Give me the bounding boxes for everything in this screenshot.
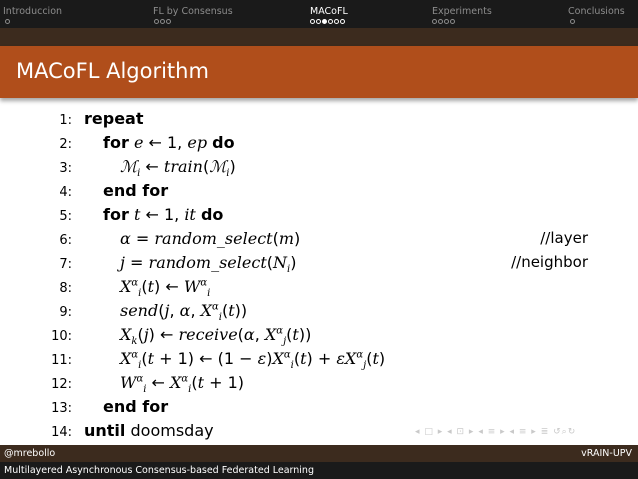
current-subsection-dot[interactable] xyxy=(322,19,327,24)
keyword-do: do xyxy=(212,133,235,152)
algorithm-line-4 xyxy=(0,180,638,204)
nav-section-experiments[interactable]: Experiments xyxy=(432,6,492,17)
subsection-dot[interactable] xyxy=(154,19,159,24)
algorithm-line-11 xyxy=(0,348,638,372)
subsection-dot[interactable] xyxy=(160,19,165,24)
subsection-dot[interactable] xyxy=(166,19,171,24)
algorithm-line-10 xyxy=(0,324,638,348)
subsection-dot[interactable] xyxy=(334,19,339,24)
comment-layer: //layer xyxy=(540,229,588,247)
keyword-repeat: repeat xyxy=(84,109,144,128)
nav-section-conclusions[interactable]: Conclusions xyxy=(568,6,625,17)
line-number: 12: xyxy=(51,377,72,392)
algorithm-line-3 xyxy=(0,156,638,180)
keyword-end-for: end for xyxy=(103,181,169,200)
footer-author: @mrebollo xyxy=(4,448,56,459)
footer-institute: vRAIN-UPV xyxy=(581,448,632,459)
line-code xyxy=(84,421,214,440)
frame-title-bar xyxy=(0,46,638,98)
footer-info-bar xyxy=(0,445,638,462)
algorithm-line-12 xyxy=(0,372,638,396)
subsection-dot[interactable] xyxy=(328,19,333,24)
subsection-dot[interactable] xyxy=(5,19,10,24)
footer-title-bar xyxy=(0,462,638,479)
keyword-until: until xyxy=(84,421,126,440)
nav-dots-introduccion[interactable] xyxy=(5,19,10,25)
subsection-dot[interactable] xyxy=(450,19,455,24)
nav-search-icon[interactable]: ↺⌕↻ xyxy=(553,427,577,437)
subsection-dot[interactable] xyxy=(570,19,575,24)
line-number: 9: xyxy=(59,305,72,320)
keyword-for: for xyxy=(103,205,129,224)
subsection-dot[interactable] xyxy=(316,19,321,24)
nav-frame-back-icon[interactable]: ◂ □ ▸ xyxy=(415,427,444,437)
algorithm-line-2 xyxy=(0,132,638,156)
line-code: α = random_select(m) xyxy=(120,229,301,248)
nav-section-introduccion[interactable]: Introduccion xyxy=(3,6,63,17)
line-code: $j = random\_select(N_i)$ xyxy=(120,253,297,276)
nav-section-macofl[interactable]: MACoFL xyxy=(310,6,348,17)
line-code: ℳ$_i$ ← train(ℳ$_i$) xyxy=(120,157,236,180)
algorithm-line-9 xyxy=(0,300,638,324)
nav-dots-conclusions[interactable] xyxy=(570,19,575,25)
algorithm-line-6 xyxy=(0,228,638,252)
footer-talk-title: Multilayered Asynchronous Consensus-based Federated Learning xyxy=(4,465,314,476)
subsection-dot[interactable] xyxy=(310,19,315,24)
keyword-for: for xyxy=(103,133,129,152)
line-code: for e ← 1, ep do xyxy=(103,133,235,152)
keyword-end-for: end for xyxy=(103,397,169,416)
subsection-dot[interactable] xyxy=(444,19,449,24)
nav-equals-icon[interactable]: ≣ xyxy=(540,427,550,437)
line-code: $X^\alpha_i(t)$ ← $W^\alpha_i$ xyxy=(120,277,211,300)
frame-title: MACoFL Algorithm xyxy=(16,59,209,83)
line-code: $X_k(j)$ ← receive(α, $X^\alpha_j(t)$) xyxy=(120,325,312,348)
nav-document-icon[interactable]: ◂ ≡ ▸ xyxy=(509,427,537,437)
line-code: $X^\alpha_i(t + 1)$ ← $(1 - \varepsilon)X^\alpha_i(t) + \varepsilon X^\alpha_j(t)$ xyxy=(120,349,386,372)
line-number: 3: xyxy=(59,161,72,176)
nav-subsection-icon[interactable]: ◂ ⊡ ▸ xyxy=(447,427,475,437)
line-number: 14: xyxy=(51,425,72,440)
line-number: 1: xyxy=(59,113,72,128)
line-number: 10: xyxy=(51,329,72,344)
header-strip xyxy=(0,28,638,46)
line-code xyxy=(84,109,144,128)
subsection-dot[interactable] xyxy=(432,19,437,24)
nav-section-fl-by-consensus[interactable]: FL by Consensus xyxy=(153,6,233,17)
keyword-do: do xyxy=(200,205,224,224)
line-code: for t ← 1, it do xyxy=(103,205,224,224)
algorithm-line-5 xyxy=(0,204,638,228)
subsection-dot[interactable] xyxy=(438,19,443,24)
line-code xyxy=(103,397,168,416)
line-number: 8: xyxy=(59,281,72,296)
algorithm-line-13 xyxy=(0,396,638,420)
line-number: 11: xyxy=(51,353,72,368)
nav-dots-experiments[interactable] xyxy=(432,19,455,25)
until-condition: doomsday xyxy=(130,421,214,440)
beamer-navigation-symbols xyxy=(415,427,576,437)
algorithm-line-8 xyxy=(0,276,638,300)
comment-neighbor: //neighbor xyxy=(511,253,588,271)
nav-section-icon[interactable]: ◂ ≡ ▸ xyxy=(478,427,506,437)
line-code: $W^\alpha_i$ ← $X^\alpha_i(t + 1)$ xyxy=(120,373,245,396)
line-code xyxy=(103,181,168,200)
line-code: send(j, α, $X^\alpha_i(t)$) xyxy=(120,301,248,324)
line-number: 7: xyxy=(59,257,72,272)
line-number: 13: xyxy=(51,401,72,416)
nav-dots-fl-by-consensus[interactable] xyxy=(154,19,171,25)
algorithm-line-1 xyxy=(0,108,638,132)
subsection-dot[interactable] xyxy=(340,19,345,24)
line-number: 4: xyxy=(59,185,72,200)
nav-dots-macofl[interactable] xyxy=(310,19,345,25)
line-number: 2: xyxy=(59,137,72,152)
algorithm-line-7 xyxy=(0,252,638,276)
section-navigation xyxy=(0,0,638,28)
line-number: 6: xyxy=(59,233,72,248)
line-number: 5: xyxy=(59,209,72,224)
